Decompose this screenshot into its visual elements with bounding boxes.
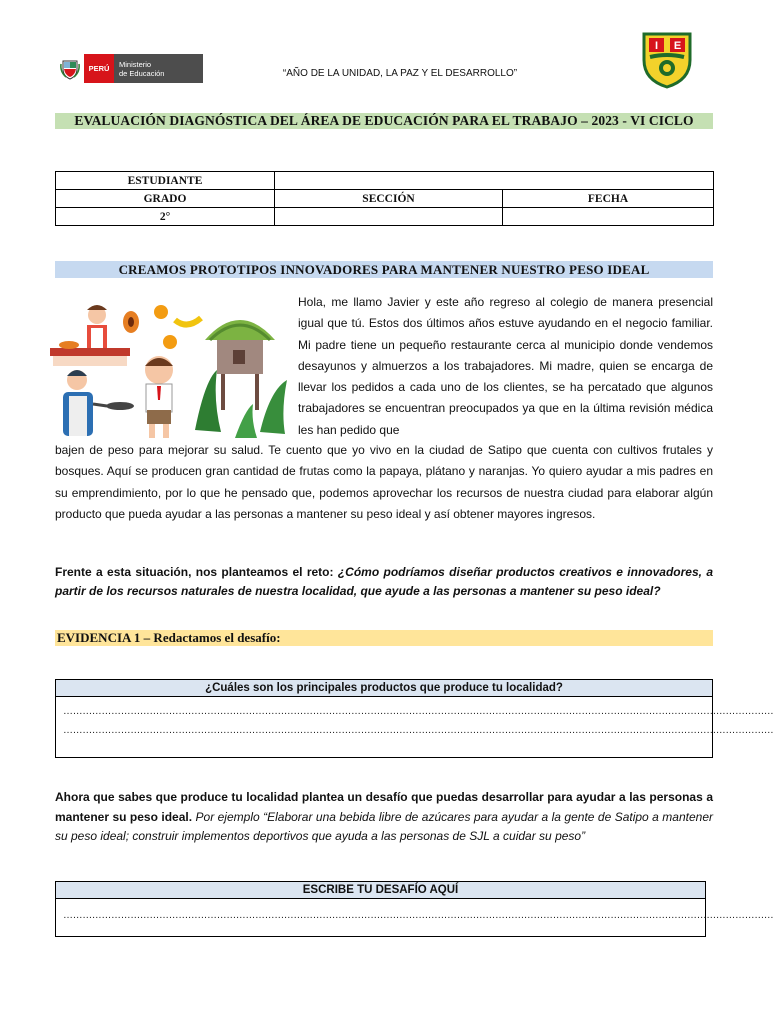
challenge-answer-line[interactable]: ……………………………………………………………………………………………………………………………………………………………………………………………………: [63, 910, 773, 921]
instruction-lead: Ahora que sabes que produce tu localidad plantea un desafío que puedas desarrollar para ayudar a las personas a mantener su peso ideal.: [55, 790, 713, 824]
intro-paragraph-full: bajen de peso para mejorar su salud. Te cuento que yo vivo en la ciudad de Satipo que cuenta con cultivos frutales y bosques. Aquí se producen gran cantidad de frutas como la papaya, plátano y naranjas. Yo quiero ayudar a mis padres en su emprendimiento, por lo que he pensado que, podemos aprovechar los recursos de nuestra ciudad para elaborar algún producto que pueda ayudar a las personas a mantener su peso ideal y así obtener mayores ingresos.: [55, 443, 713, 521]
challenge-question: ¿Cómo podríamos diseñar productos creativos e innovadores, a partir de los recursos naturales de nuestra localidad, que ayude a las personas a mantener su peso ideal?: [55, 565, 713, 598]
cooking-family-illustration: [45, 300, 290, 442]
intro-paragraph-wrapped: Hola, me llamo Javier y este año regreso al colegio de manera presencial igual que tú. Estos dos últimos años estuve ayudando en el negocio familiar. Mi padre tiene un pequeño restaurante cerca al municipio donde vendemos desayunos y almuerzos a los trabajadores. Mi madre, quien se encarga de llevar los pedidos a cada uno de los clientes, se ha percatado que algunos trabajadores se encuentran preocupados ya que en la última revisión médica les han pedido que: [298, 295, 713, 437]
year-motto: “AÑO DE LA UNIDAD, LA PAZ Y EL DESARROLLO”: [282, 68, 518, 79]
answer-line-2[interactable]: ……………………………………………………………………………………………………………………………………………………………………………………………………: [63, 725, 773, 736]
ministry-line1: Ministerio: [119, 60, 152, 69]
products-question-header: ¿Cuáles son los principales productos que produce tu localidad?: [56, 680, 712, 697]
ministry-name: [114, 54, 203, 83]
grade-label: GRADO: [56, 190, 275, 208]
challenge-box-header: ESCRIBE TU DESAFÍO AQUÍ: [56, 882, 705, 899]
grade-value[interactable]: 2°: [56, 208, 275, 226]
school-crest-icon: [640, 30, 694, 88]
student-label: ESTUDIANTE: [56, 172, 275, 190]
minedu-logo: [56, 54, 203, 83]
peru-shield-icon: [56, 54, 84, 83]
exam-title: EVALUACIÓN DIAGNÓSTICA DEL ÁREA DE EDUCACIÓN PARA EL TRABAJO – 2023 - VI CICLO: [55, 113, 713, 129]
instruction-example: Por ejemplo “Elaborar una bebida libre de azúcares para ayudar a la gente de Satipo a mantener su peso ideal; construir implementos deportivos que ayuda a las personas de SJL a cuidar su peso”: [55, 809, 713, 843]
crest-letter-e: E: [673, 40, 682, 52]
challenge-box: [55, 881, 773, 937]
section-title: CREAMOS PROTOTIPOS INNOVADORES PARA MANTENER NUESTRO PESO IDEAL: [55, 261, 713, 278]
date-label: FECHA: [503, 190, 714, 208]
student-info-table: [55, 171, 714, 226]
section-field[interactable]: [275, 208, 503, 226]
products-question-box: [55, 679, 773, 758]
peru-label: PERÚ: [84, 54, 114, 83]
challenge-lead: Frente a esta situación, nos planteamos el reto:: [55, 565, 338, 579]
challenge-statement: [55, 563, 713, 600]
instruction-paragraph: [55, 788, 713, 847]
evidence-title: EVIDENCIA 1 – Redactamos el desafío:: [55, 630, 713, 646]
ministry-line2: de Educación: [119, 69, 165, 78]
crest-letter-i: I: [654, 40, 659, 52]
student-name-field[interactable]: [275, 172, 714, 190]
section-label: SECCIÓN: [275, 190, 503, 208]
date-field[interactable]: [503, 208, 714, 226]
answer-line-1[interactable]: ……………………………………………………………………………………………………………………………………………………………………………………………………: [63, 706, 773, 717]
